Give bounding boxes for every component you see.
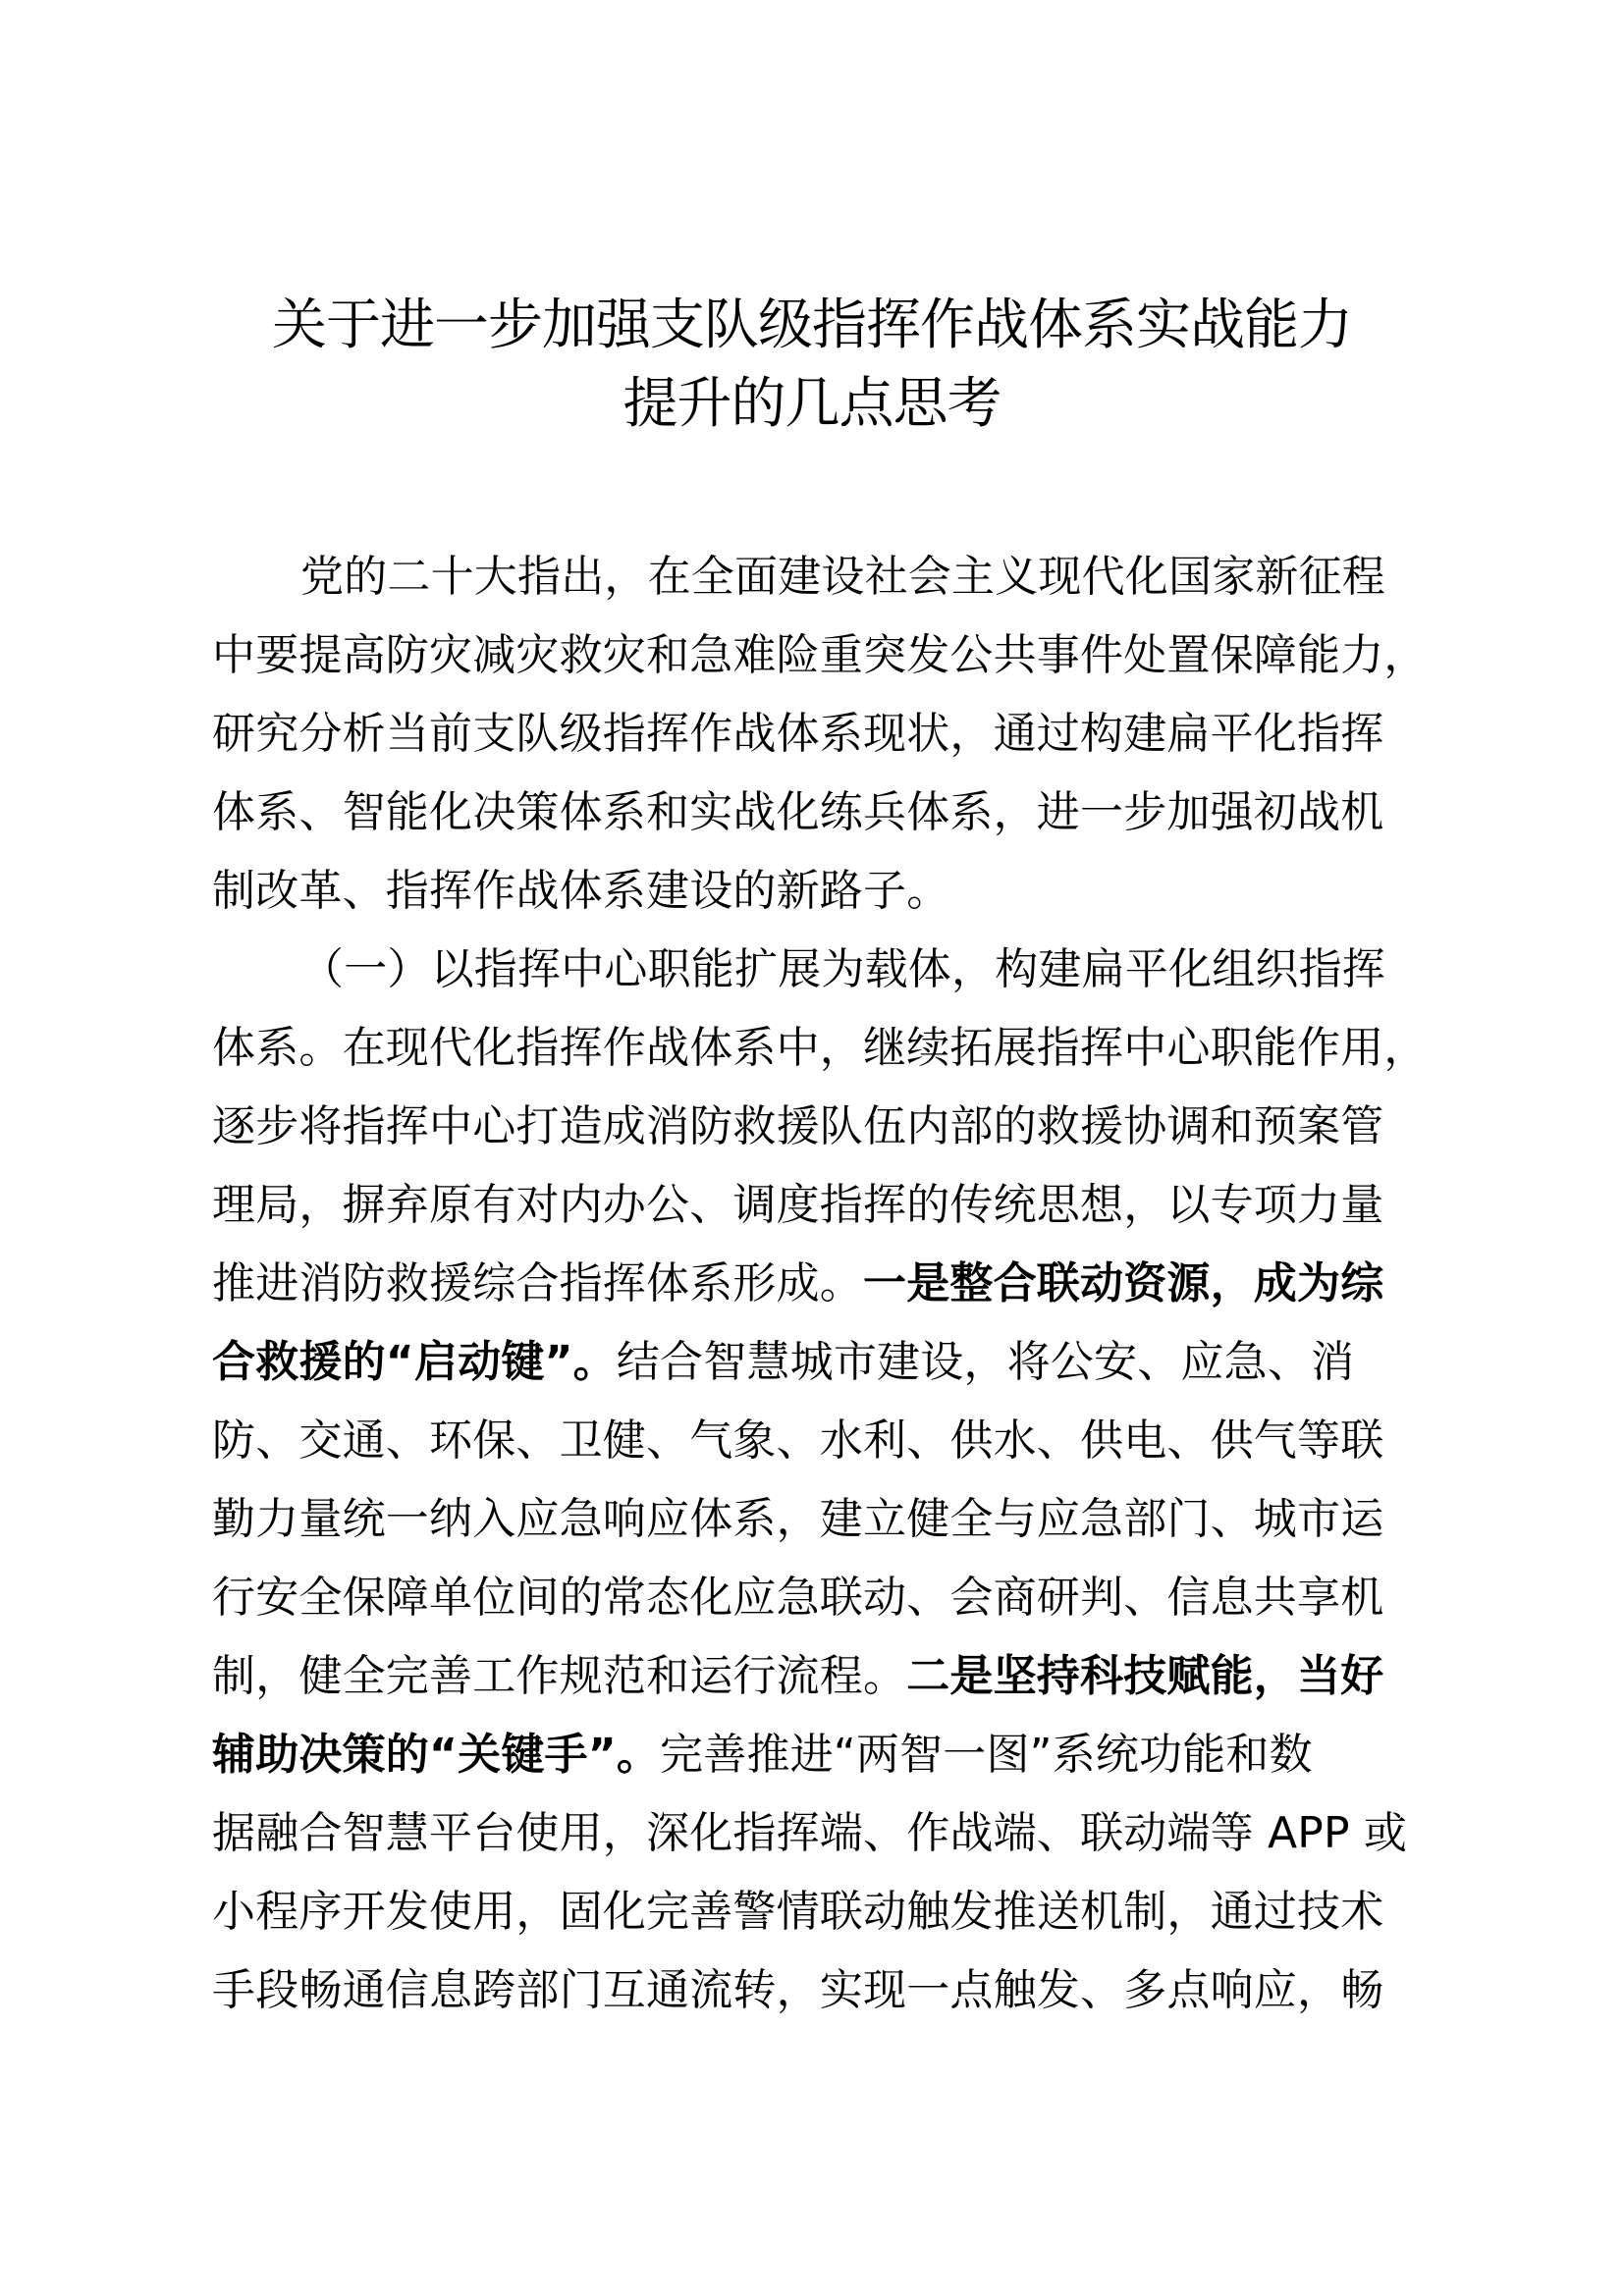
bold-text-segment: 一是整合联动资源，成为综 bbox=[863, 1258, 1384, 1308]
text-line bbox=[212, 1951, 1410, 2030]
text-segment: 中要提高防灾减灾救灾和急难险重突发公共事件处置保障能力， bbox=[212, 630, 1428, 680]
document-body bbox=[212, 538, 1428, 2030]
text-segment: 体系、智能化决策体系和实战化练兵体系，进一步加强初战机 bbox=[212, 787, 1384, 837]
text-segment: 研究分析当前支队级指挥作战体系现状，通过构建扁平化指挥 bbox=[212, 709, 1384, 759]
text-line bbox=[212, 1323, 1410, 1402]
title-line-2: 提升的几点思考 bbox=[623, 372, 1001, 436]
text-segment: 制，健全完善工作规范和运行流程。 bbox=[212, 1651, 907, 1701]
text-segment: 逐步将指挥中心打造成消防救援队伍内部的救援协调和预案管 bbox=[212, 1101, 1384, 1151]
paragraph bbox=[212, 931, 1428, 2030]
bold-text-segment: 辅助决策的“关键手”。 bbox=[212, 1730, 661, 1780]
text-line bbox=[212, 1873, 1410, 1951]
text-line bbox=[212, 1559, 1410, 1637]
text-line bbox=[212, 1794, 1410, 1873]
text-segment: 行安全保障单位间的常态化应急联动、会商研判、信息共享机 bbox=[212, 1573, 1384, 1623]
text-line bbox=[212, 1088, 1410, 1166]
text-line bbox=[212, 1166, 1410, 1245]
text-line bbox=[212, 1245, 1410, 1323]
text-line bbox=[212, 931, 1410, 1009]
text-segment: 理局，摒弃原有对内办公、调度指挥的传统思想，以专项力量 bbox=[212, 1180, 1384, 1230]
text-line bbox=[212, 1402, 1410, 1480]
text-line bbox=[212, 852, 1410, 931]
text-segment: 完善推进“两智一图”系统功能和数 bbox=[660, 1730, 1313, 1780]
title-line-1: 关于进一步加强支队级指挥作战体系实战能力 bbox=[272, 294, 1352, 357]
text-line bbox=[212, 616, 1428, 695]
text-segment: 防、交通、环保、卫健、气象、水利、供水、供电、供气等联 bbox=[212, 1415, 1384, 1466]
text-line bbox=[212, 774, 1410, 852]
paragraph bbox=[212, 538, 1428, 931]
text-line bbox=[212, 538, 1410, 616]
document-title bbox=[0, 287, 1624, 444]
text-segment: 小程序开发使用，固化完善警情联动触发推送机制，通过技术 bbox=[212, 1887, 1384, 1937]
text-segment: 体系。在现代化指挥作战体系中，继续拓展指挥中心职能作用， bbox=[212, 1023, 1428, 1073]
bold-text-segment: 二是坚持科技赋能，当好 bbox=[906, 1651, 1384, 1701]
text-segment: 勤力量统一纳入应急响应体系，建立健全与应急部门、城市运 bbox=[212, 1494, 1384, 1544]
text-line bbox=[212, 1480, 1410, 1559]
text-segment: 结合智慧城市建设，将公安、应急、消 bbox=[616, 1337, 1355, 1387]
bold-text-segment: 合救援的“启动键”。 bbox=[212, 1337, 617, 1387]
text-segment: 手段畅通信息跨部门互通流转，实现一点触发、多点响应，畅 bbox=[212, 1965, 1384, 2015]
text-segment: 党的二十大指出，在全面建设社会主义现代化国家新征程 bbox=[300, 552, 1385, 602]
text-line bbox=[212, 695, 1410, 774]
text-segment: 据融合智慧平台使用，深化指挥端、作战端、联动端等 APP 或 bbox=[212, 1808, 1408, 1858]
text-segment: 推进消防救援综合指挥体系形成。 bbox=[212, 1258, 863, 1308]
text-line bbox=[212, 1637, 1410, 1716]
text-segment: 制改革、指挥作战体系建设的新路子。 bbox=[212, 866, 950, 916]
text-line bbox=[212, 1716, 1410, 1794]
text-line bbox=[212, 1009, 1428, 1088]
text-segment: （一）以指挥中心职能扩展为载体，构建扁平化组织指挥 bbox=[300, 944, 1385, 994]
